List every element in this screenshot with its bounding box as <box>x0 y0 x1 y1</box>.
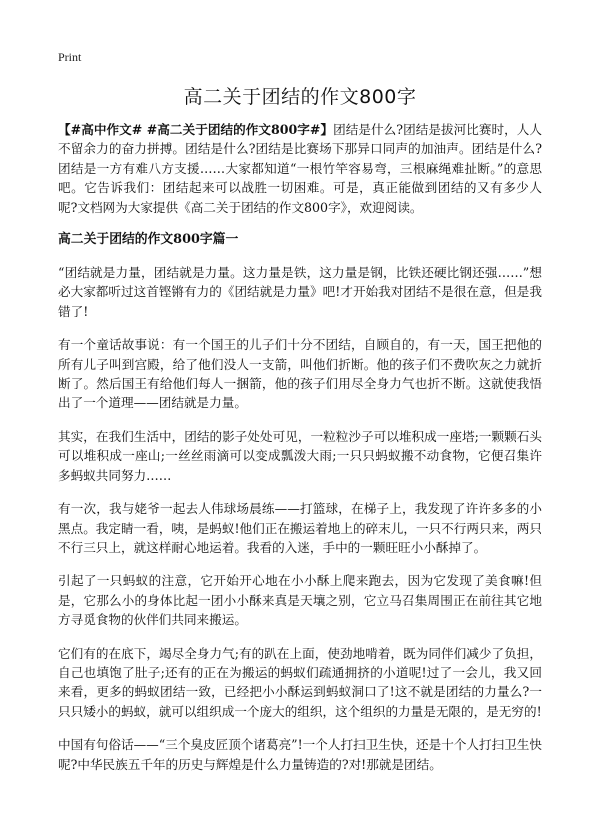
document-title: 高二关于团结的作文800字 <box>183 86 417 108</box>
body-paragraph-3: 其实，在我们生活中，团结的影子处处可见，一粒粒沙子可以堆积成一座塔;一颗颗石头可以堆积成一座山;一丝丝雨滴可以变成瓢泼大雨;一只只蚂蚁搬不动食物，它便召集许多蚂蚁共同努力…… <box>58 428 542 483</box>
print-link[interactable]: Print <box>58 50 82 64</box>
body-paragraph-6: 它们有的在底下，竭尽全身力气;有的趴在上面，使劲地啃着，既为同伴们减少了负担，自己也填饱了肚子;还有的正在为搬运的蚂蚁们疏通拥挤的小道呢!过了一会儿，我又回来看，更多的蚂蚁团结一致，已经把小小酥运到蚂蚁洞口了!这不就是团结的力量么?一只只矮小的蚂蚁，就可以组织成一个庞大的组织，这个组织的力量是无限的，是无穷的! <box>58 645 542 719</box>
intro-tag: 【#高中作文# #高二关于团结的作文800字#】 <box>58 122 334 137</box>
body-paragraph-4: 有一次，我与姥爷一起去人伟球场晨练——打篮球，在梯子上，我发现了许许多多的小黑点。我定睛一看，咦，是蚂蚁!他们正在搬运着地上的碎末儿，一只不行两只来，两只不行三只上，就这样耐心地运着。我看的入迷，手中的一颗旺旺小小酥掉了。 <box>58 501 542 555</box>
intro-paragraph <box>58 120 542 217</box>
section-heading: 高二关于团结的作文800字篇一 <box>58 232 239 248</box>
body-paragraph-1: “团结就是力量，团结就是力量。这力量是铁，这力量是钢，比铁还硬比钢还强……”想必大家都听过这首铿锵有力的《团结就是力量》吧!才开始我对团结不是很在意，但是我错了! <box>58 265 542 319</box>
intro-text: 团结是什么?团结是拔河比赛时，人人不留余力的奋力拼搏。团结是什么?团结是比赛场下那异口同声的加油声。团结是什么?团结是一方有难八方支援……大家都知道“一根竹竿容易弯，三根麻绳难扯断。”的意思吧。它告诉我们：团结起来可以战胜一切困难。可是，真正能做到团结的又有多少人呢?文档网为大家提供《高二关于团结的作文800字》，欢迎阅读。 <box>58 122 542 215</box>
body-paragraph-5: 引起了一只蚂蚁的注意，它开始开心地在小小酥上爬来跑去，因为它发现了美食嘛!但是，它那么小的身体比起一团小小酥来真是天壤之别，它立马召集周围正在前往其它地方寻觅食物的伙伴们共同来搬运。 <box>58 573 542 628</box>
body-paragraph-7: 中国有句俗话——“三个臭皮匠顶个诸葛亮”!一个人打扫卫生快，还是十个人打扫卫生快呢?中华民族五千年的历史与辉煌是什么力量铸造的?对!那就是团结。 <box>58 737 542 772</box>
body-paragraph-2: 有一个童话故事说：有一个国王的儿子们十分不团结，自顾自的，有一天，国王把他的所有儿子叫到宫殿，给了他们没人一支箭，叫他们折断。他的孩子们不费吹灰之力就折断了。然后国王有给他们每人一捆箭，他的孩子们用尽全身力气也折不断。这就使我悟出了一个道理——团结就是力量。 <box>58 337 542 411</box>
